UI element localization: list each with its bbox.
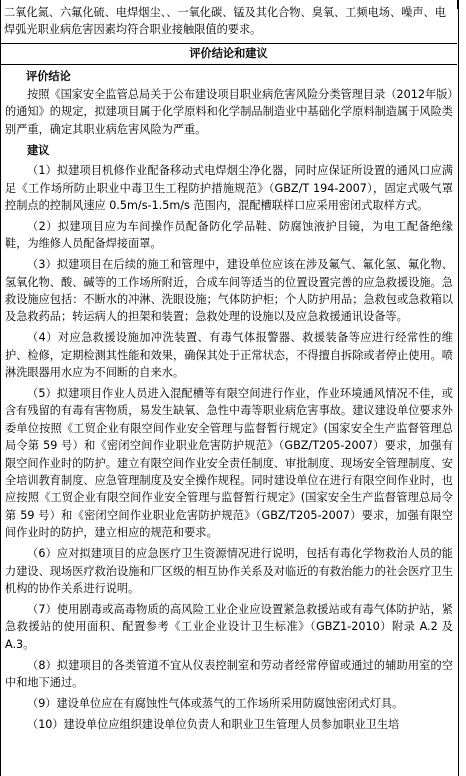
suggestion-item: （6）应对拟建项目的应急医疗卫生资源情况进行说明，包括有毒化学物救治人员的能力建设、现场医疗救治设施和厂区级的相互协作关系及对临近的有救治能力的社会医疗卫生机构的协作关系进行说明。 <box>5 547 453 595</box>
suggestion-item: （10）建设单位应组织建设单位负责人和职业卫生管理人员参加职业卫生培 <box>27 717 400 731</box>
suggestion-item: （5）拟建项目作业人员进入混配槽等有限空间进行作业，作业环境通风情况不佳，或含有残留的有毒有害物质，易发生缺氧、急性中毒等职业病危害事故。建议建设单位要求外委单位按照《工贸企业有限空间作业安全管理与监督暂行规定》(国家安全生产监督管理总局令第 59 号）和《密闭空间作业职业危害防护规范》（GBZ/T205-2007）要求，加强有限空间作业时的防护。建立有限空间作业安全责任制度、审批制度、现场安全管理制度、安全培训教育制度、应急管理制度及安全操作规程。同时建设单位在进行有限空间作业时，也应按照《工贸企业有限空间作业安全管理与监督暂行规定》(国家安全生产监督管理总局令第 59 号）和《密闭空间作业职业危害防护规范》（GBZ/T205-2007）要求，加强有限空间作业时的防护，建立相应的规范和要求。 <box>5 387 453 540</box>
suggestion-heading: 建议 <box>27 143 50 157</box>
suggestion-item: （2）拟建项目应为车间操作员配备防化学品鞋、防腐蚀液护目镜，为电工配备绝缘鞋，为维修人员配备焊接面罩。 <box>5 219 453 251</box>
suggestion-item: （8）拟建项目的各类管道不宜从仪表控制室和劳动者经常停留或通过的辅助用室的空中和地下通过。 <box>5 658 453 689</box>
hazard-factors-text: 二氧化氮、六氟化硫、电焊烟尘、、一氧化碳、锰及其化合物、臭氧、工频电场、噪声、电焊弧光职业病危害因素均符合职业接触限值的要求。 <box>4 6 446 37</box>
conclusion-heading: 评价结论 <box>26 70 71 83</box>
suggestion-item: （1）拟建项目机修作业配备移动式电焊烟尘净化器，同时应保证所设置的通风口应满足《工作场所防止职业中毒卫生工程防护措施规范》（GBZ/T 194-2007），固定式吸气罩控制点的控制风速应 0.5m/s-1.5m/s 范围内，混配槽联样口应采用密闭式取样方式。 <box>5 164 453 212</box>
suggestion-item: （7）使用剧毒或高毒物质的高风险工业企业应设置紧急救援站或有毒气体防护站，紧急救援站的使用面积、配置参考《工业企业设计卫生标准》（GBZ1-2010）附录 A.2 及 A.3。 <box>5 602 453 651</box>
suggestion-item: （3）拟建项目在后续的施工和管理中，建设单位应该在涉及氟气、氟化氢、氟化物、氢氧化物、酸、碱等的工作场所附近，合成车间等适当的位置设置完善的应急救援设施。急救设施应包括：不断水的冲淋、洗眼设施；气体防护柜；个人防护用品；急救包或急救箱以及急救药品；转运病人的担架和装置；急救处理的设施以及应急救援通讯设备等。 <box>5 258 453 324</box>
conclusion-paragraph: 按照《国家安全监管总局关于公布建设项目职业病危害风险分类管理目录（2012年版）的通知》的规定，拟建项目属于化学原料和化学制品制造业中基础化学原料制造属于风险类别严重，确定其职业病危害风险为严重。 <box>5 88 453 136</box>
table-edge-marker <box>457 0 458 9</box>
suggestion-item: （4）对应急救援设施加冲洗装置、有毒气体报警器、救援装备等应进行经常性的维护、检修，定期检测其性能和效果，确保其处于正常状态，不得擅自拆除或者停止使用。喷淋洗眼器用水应为不间断的自来水。 <box>5 331 453 380</box>
report-body <box>5 86 453 733</box>
table-rule <box>0 64 457 65</box>
suggestion-item: （9）建设单位应在有腐蚀性气体或蒸气的工作场所采用防腐蚀密闭式灯具。 <box>27 696 404 710</box>
section-title: 评价结论和建议 <box>189 47 268 60</box>
